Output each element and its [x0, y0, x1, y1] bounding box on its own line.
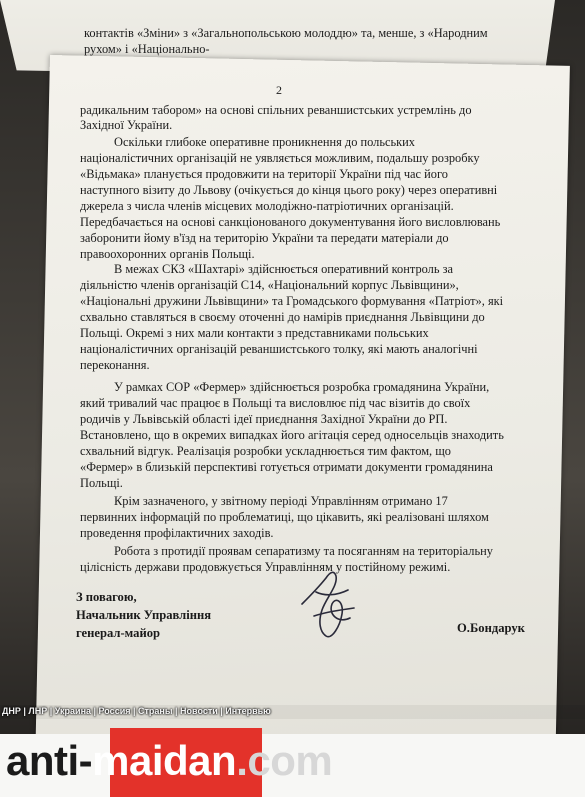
body-line: схвально ставляться в своєму оточенні до намірів приєднання Львівщини до: [80, 310, 485, 324]
signature-greeting: З повагою,: [76, 590, 137, 604]
page-number: 2: [276, 83, 282, 97]
top-line-2: рухом» і «Національно-: [84, 42, 210, 56]
body-line: Оскільки глибоке оперативне проникнення до польських: [114, 135, 415, 149]
body-line: «Відьмака» планується продовжити на території України під час його: [80, 167, 448, 181]
body-line: Встановлено, що в окремих випадках його агітація серед односельців знаходить: [80, 428, 504, 442]
body-line: «Фермер» в близькій перспективі готується отримати документи громадянина: [80, 460, 493, 474]
watermark-logo: [6, 737, 332, 785]
watermark-nav-links: ДНР | ЛНР | Украина | Россия | Страны | Новости | Интервью: [2, 706, 271, 716]
body-line: який тривалий час працює в Польщі та висловлює під час візитів до своїх: [80, 396, 471, 410]
body-line: Польщі.: [80, 476, 123, 490]
body-line: переконання.: [80, 358, 150, 372]
body-line: проведення профілактичних заходів.: [80, 526, 274, 540]
body-line: Передбачається на основі санкціонованого документування його висловлювань: [80, 215, 501, 229]
body-line: схвальний відгук. Реалізація розробки ускладнюється тим фактом, що: [80, 444, 451, 458]
body-line: заборонити йому в'їзд на територію України та передати матеріали до: [80, 231, 449, 245]
handwritten-signature: [296, 566, 358, 644]
top-line-1: контактів «Зміни» з «Загальнопольською молоддю» та, менше, з «Народним: [84, 26, 488, 40]
body-line: джерела з числа членів місцевих молодіжно-патріотичних організацій.: [80, 199, 454, 213]
body-line: діяльністю членів організацій С14, «Національний корпус Львівщини»,: [80, 278, 459, 292]
body-line: правоохоронних органів Польщі.: [80, 247, 255, 261]
body-line: первинних інформацій по проблематиці, що цікавить, які реалізовані шляхом: [80, 510, 489, 524]
logo-part-maidan: maidan: [92, 737, 237, 784]
body-line: «Національні дружини Львівщини» та Громадського формування «Патріот», які: [80, 294, 504, 308]
signatory-name: О.Бондарук: [457, 621, 525, 635]
body-line: націоналістичних організацій реваншистського толку, які мають аналогічні: [80, 342, 478, 356]
body-line: родичів у Львівській області ідеї приєднання Західної України до РП.: [80, 412, 448, 426]
body-line: Робота з протидії проявам сепаратизму та посяганням на територіальну: [114, 544, 493, 558]
body-line: наступного візиту до Львову (очікується до кінця цього року) через оперативні: [80, 183, 498, 197]
signature-position: Начальник Управління: [76, 608, 212, 622]
body-line: У рамках СОР «Фермер» здійснюється розробка громадянина України,: [114, 380, 490, 394]
body-line: цілісність держави продовжується Управлінням у постійному режимі.: [80, 560, 451, 574]
body-line: Польщі. Окремі з них мали контакти з представниками польських: [80, 326, 429, 340]
logo-part-com: .com: [236, 737, 333, 784]
signature-rank: генерал-майор: [76, 626, 161, 640]
body-line: В межах СКЗ «Шахтарі» здійснюється оперативний контроль за: [114, 262, 454, 276]
logo-part-anti: anti-: [6, 737, 93, 784]
body-line: Західної України.: [80, 118, 173, 132]
body-line: націоналістичних організацій не уявляється можливим, подальшу розробку: [80, 151, 480, 165]
body-line: радикальним табором» на основі спільних реваншистських устремлінь до: [80, 103, 472, 117]
body-line: Крім зазначеного, у звітному періоді Управлінням отримано 17: [114, 494, 448, 508]
